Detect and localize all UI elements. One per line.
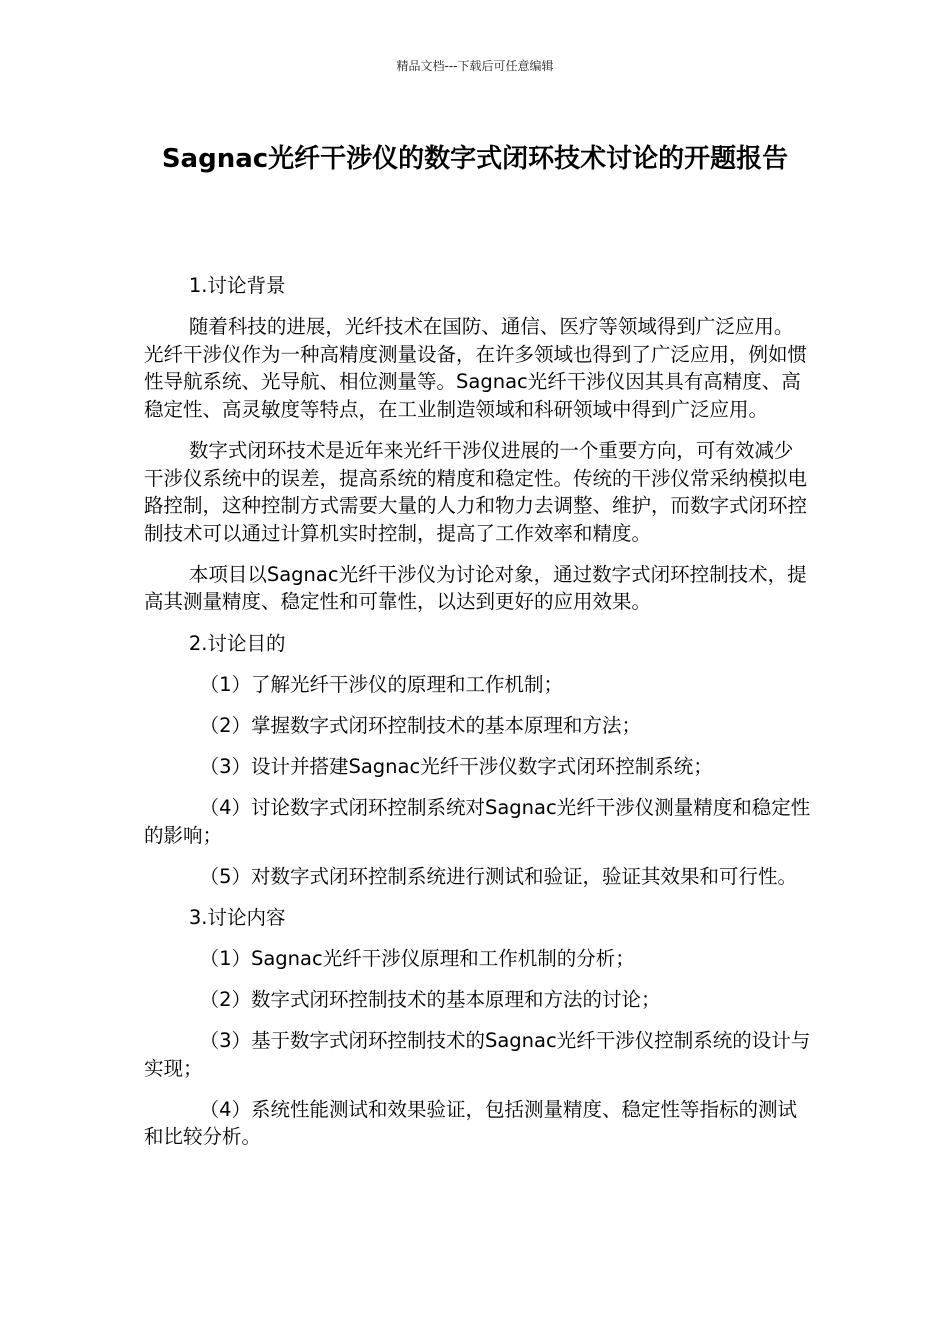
content-item: （3）基于数字式闭环控制技术的Sagnac光纤干涉仪控制系统的设计与实现；	[144, 1028, 811, 1080]
background-paragraph: 随着科技的进展，光纤技术在国防、通信、医疗等领域得到广泛应用。光纤干涉仪作为一种高精度测量设备，在许多领域也得到了广泛应用，例如惯性导航系统、光导航、相位测量等。Sagnac光纤干涉仪因其具有高精度、高稳定性、高灵敏度等特点，在工业制造领域和科研领域中得到广泛应用。	[144, 315, 808, 421]
objective-item: （5）对数字式闭环控制系统进行测试和验证，验证其效果和可行性。	[199, 864, 797, 888]
objective-item: （4）讨论数字式闭环控制系统对Sagnac光纤干涉仪测量精度和稳定性的影响；	[144, 795, 811, 847]
objective-item: （2）掌握数字式闭环控制技术的基本原理和方法；	[199, 713, 641, 737]
objective-item: （1）了解光纤干涉仪的原理和工作机制；	[199, 672, 563, 696]
document-title: Sagnac光纤干涉仪的数字式闭环技术讨论的开题报告	[161, 144, 789, 174]
content-item: （2）数字式闭环控制技术的基本原理和方法的讨论；	[199, 987, 661, 1011]
background-paragraph: 本项目以Sagnac光纤干涉仪为讨论对象，通过数字式闭环控制技术，提高其测量精度、稳定性和可靠性，以达到更好的应用效果。	[144, 562, 807, 614]
section-heading-contents: 3.讨论内容	[188, 905, 286, 929]
section-heading-objectives: 2.讨论目的	[188, 631, 286, 655]
content-item: （1）Sagnac光纤干涉仪原理和工作机制的分析；	[199, 946, 635, 970]
objective-item: （3）设计并搭建Sagnac光纤干涉仪数字式闭环控制系统；	[199, 754, 713, 778]
document-body	[144, 272, 812, 1164]
page-header-note: 精品文档---下载后可任意编辑	[396, 59, 554, 73]
content-item: （4）系统性能测试和效果验证，包括测量精度、稳定性等指标的测试和比较分析。	[144, 1097, 797, 1149]
section-heading-background: 1.讨论背景	[188, 274, 286, 297]
background-paragraph: 数字式闭环技术是近年来光纤干涉仪进展的一个重要方向，可有效减少干涉仪系统中的误差，提高系统的精度和稳定性。传统的干涉仪常采纳模拟电路控制，这种控制方式需要大量的人力和物力去调整、维护，而数字式闭环控制技术可以通过计算机实时控制，提高了工作效率和精度。	[144, 438, 808, 545]
